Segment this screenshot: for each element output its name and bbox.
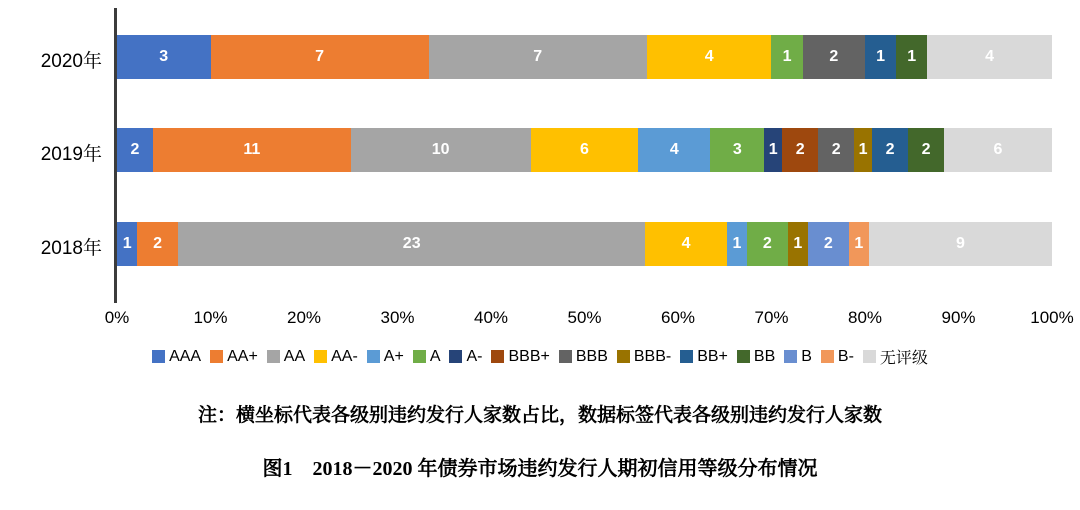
legend-swatch-icon [737, 350, 750, 363]
x-axis-ticks [104, 303, 1074, 333]
bar-segment: 1 [788, 222, 808, 266]
legend-swatch-icon [210, 350, 223, 363]
bar-segment: 2 [872, 128, 908, 172]
legend-label: AA+ [227, 347, 258, 365]
legend-label: BBB+ [508, 347, 550, 365]
bar-segment: 2 [117, 128, 153, 172]
legend-swatch-icon [367, 350, 380, 363]
bar-segment: 2 [908, 128, 944, 172]
bar-segment: 4 [645, 222, 726, 266]
legend-swatch-icon [863, 350, 876, 363]
legend-item[interactable] [737, 348, 775, 366]
category-label: 2018年 [40, 238, 102, 259]
bar-segment: 1 [896, 35, 927, 79]
bar-row [117, 35, 1052, 79]
bar-segment: 1 [865, 35, 896, 79]
legend-label: B- [837, 347, 854, 365]
legend-item[interactable] [559, 348, 608, 366]
legend-swatch-icon [617, 350, 630, 363]
bar-segment: 6 [531, 128, 639, 172]
bar-segment: 4 [927, 35, 1052, 79]
bar-segment: 3 [117, 35, 211, 79]
x-tick-label: 40% [473, 308, 509, 327]
bar-segment: 1 [849, 222, 869, 266]
bar-segment: 7 [211, 35, 429, 79]
legend-label: AA [283, 347, 306, 365]
legend-swatch-icon [267, 350, 280, 363]
legend-item[interactable] [413, 348, 441, 366]
legend-label: A [429, 347, 441, 365]
legend-item[interactable] [314, 348, 358, 366]
x-tick-label: 90% [941, 308, 976, 327]
legend-label: AA- [331, 347, 358, 365]
bar-segment: 2 [808, 222, 849, 266]
bar-row [117, 128, 1052, 172]
bar-segment: 4 [638, 128, 710, 172]
legend-item[interactable] [491, 348, 549, 366]
bar-segment: 2 [137, 222, 178, 266]
legend-item[interactable] [863, 345, 928, 368]
x-tick-label: 30% [380, 308, 415, 327]
bar-segment: 2 [818, 128, 854, 172]
bar-segment: 9 [869, 222, 1052, 266]
legend-swatch-icon [152, 350, 165, 363]
bar-segment: 1 [771, 35, 802, 79]
legend-label: A+ [383, 347, 404, 365]
figure-caption: 图1 2018－2020 年债券市场违约发行人期初信用等级分布情况 [262, 458, 818, 480]
legend-item[interactable] [784, 348, 812, 366]
category-label: 2019年 [40, 144, 102, 165]
bar-segment: 1 [117, 222, 137, 266]
legend-swatch-icon [314, 350, 327, 363]
legend-label: BBB- [633, 347, 672, 365]
legend-item[interactable] [152, 348, 201, 366]
x-tick-label: 100% [1030, 308, 1074, 327]
bar-segment: 23 [178, 222, 646, 266]
y-axis-category-labels [0, 0, 112, 300]
chart-legend [0, 345, 1080, 368]
x-tick-label: 80% [847, 308, 883, 327]
bar-segment: 10 [351, 128, 531, 172]
x-tick-label: 60% [660, 308, 696, 327]
legend-label: BB [753, 347, 776, 365]
bar-segment: 1 [854, 128, 872, 172]
legend-label: 无评级 [879, 350, 928, 367]
stacked-bars [117, 0, 1052, 305]
legend-label: BB+ [697, 347, 728, 365]
x-tick-label: 50% [567, 308, 602, 327]
legend-swatch-icon [680, 350, 693, 363]
bar-segment: 2 [747, 222, 788, 266]
legend-item[interactable] [267, 348, 305, 366]
legend-item[interactable] [449, 348, 482, 366]
legend-item[interactable] [617, 348, 671, 366]
legend-item[interactable] [367, 348, 404, 366]
bar-segment: 2 [782, 128, 818, 172]
bar-segment: 2 [803, 35, 865, 79]
legend-label: BBB [575, 347, 608, 365]
x-tick-label: 20% [286, 308, 322, 327]
legend-label: B [801, 347, 812, 365]
bar-segment: 7 [429, 35, 647, 79]
legend-swatch-icon [784, 350, 797, 363]
x-tick-label: 0% [104, 308, 130, 327]
legend-swatch-icon [491, 350, 504, 363]
chart-note: 注：横坐标代表各级别违约发行人家数占比，数据标签代表各级别违约发行人家数 [197, 405, 882, 426]
legend-swatch-icon [413, 350, 426, 363]
category-label: 2020年 [40, 51, 102, 72]
bar-row [117, 222, 1052, 266]
legend-item[interactable] [210, 348, 258, 366]
bar-segment: 3 [710, 128, 764, 172]
x-tick-label: 70% [754, 308, 789, 327]
legend-swatch-icon [821, 350, 834, 363]
legend-item[interactable] [680, 348, 728, 366]
bar-segment: 1 [727, 222, 747, 266]
bar-segment: 1 [764, 128, 782, 172]
bar-segment: 11 [153, 128, 351, 172]
x-tick-label: 10% [193, 308, 228, 327]
bar-segment: 6 [944, 128, 1052, 172]
legend-label: AAA [169, 347, 202, 365]
legend-item[interactable] [821, 348, 854, 366]
legend-swatch-icon [559, 350, 572, 363]
bar-segment: 4 [647, 35, 772, 79]
legend-label: A- [466, 347, 483, 365]
legend-swatch-icon [449, 350, 462, 363]
